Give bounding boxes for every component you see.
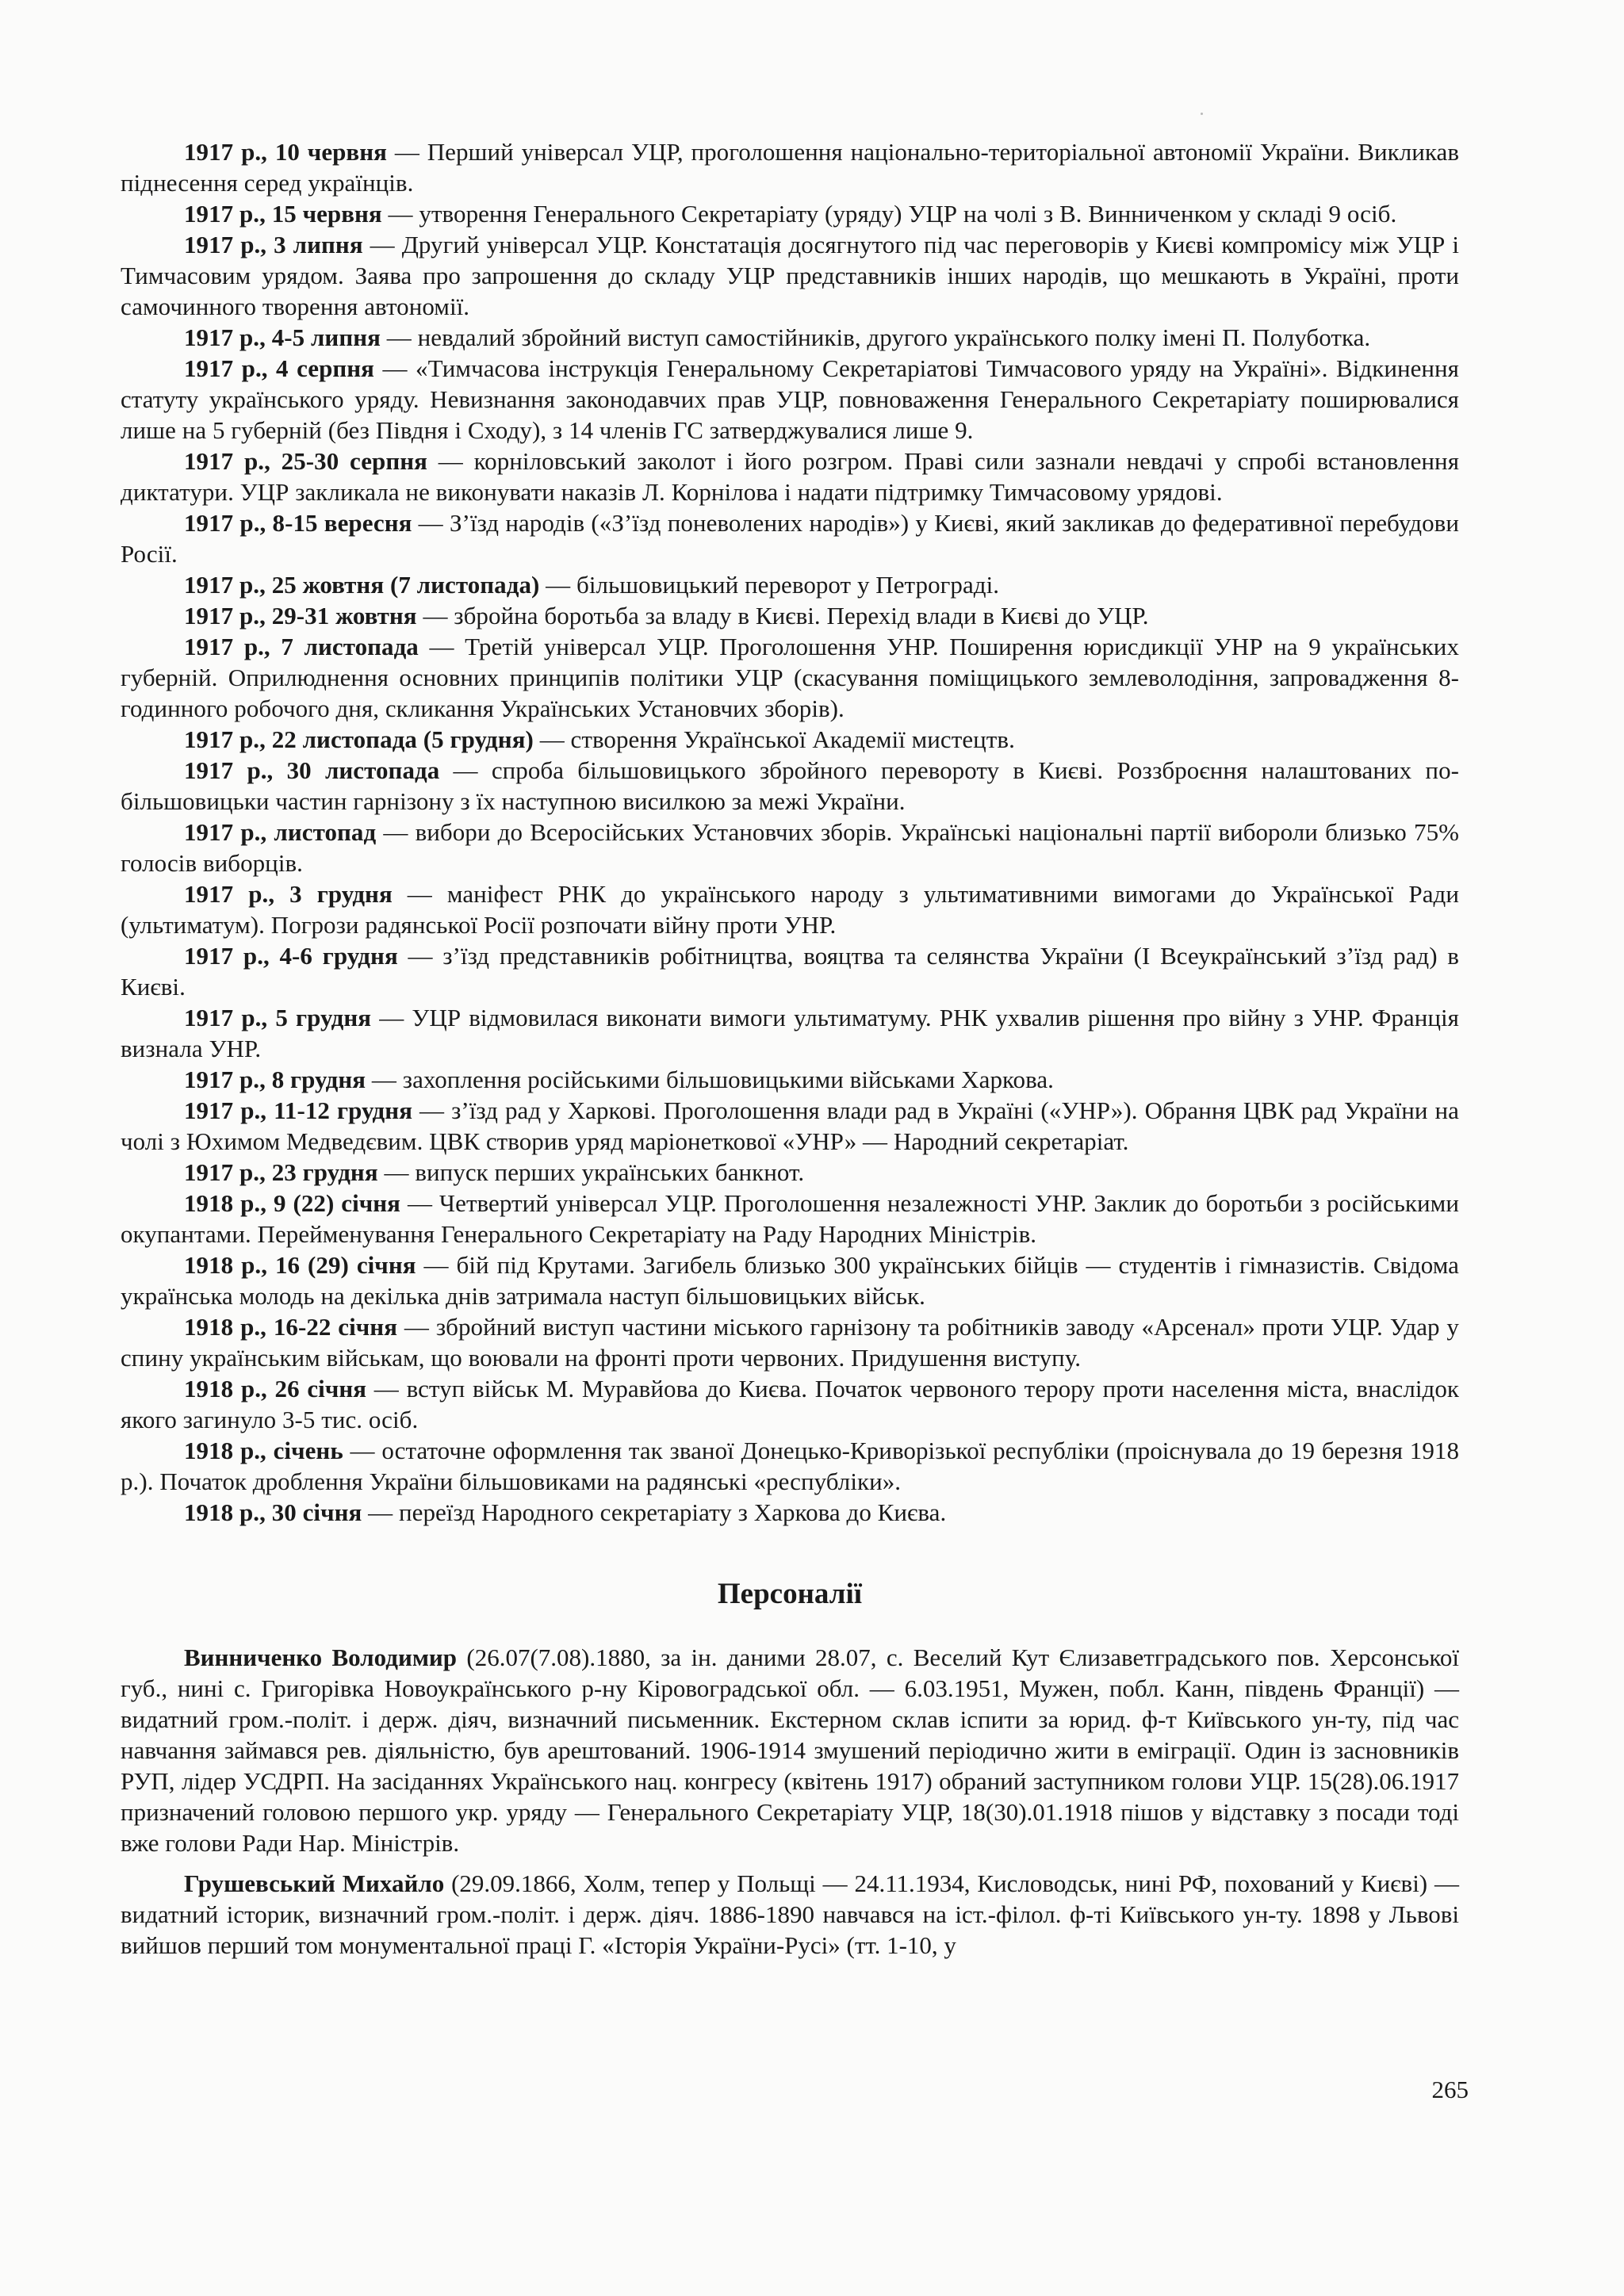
entry-text: — остаточне оформлення так званої Донецько-Криворізької республіки (проіснувала до 19 березня 1918 р.). Початок дроблення України більшовиками на радянські «республіки». (121, 1437, 1459, 1495)
entry-date: 1917 р., 4-5 липня (184, 323, 381, 351)
entry-text: — спроба більшовицького збройного перевороту в Києві. Роззброєння налаштованих по-більшовицьки частин гарнізону з їх наступною висилкою за межі України. (121, 756, 1459, 815)
entry-text: — збройна боротьба за владу в Києві. Перехід влади в Києві до УЦР. (416, 602, 1149, 629)
entry-date: 1917 р., 8-15 вересня (184, 509, 412, 537)
entry-text: — невдалий збройний виступ самостійників, другого українського полку імені П. Полуботка. (380, 323, 1371, 351)
chronology-entry (121, 940, 1459, 1002)
chronology-entry (121, 446, 1459, 507)
entry-date: 1918 р., 9 (22) січня (184, 1189, 400, 1217)
entry-text: — випуск перших українських банкнот. (377, 1158, 805, 1186)
entry-date: 1917 р., 23 грудня (184, 1158, 378, 1186)
chronology-entry (121, 1249, 1459, 1311)
entry-date: 1918 р., 16-22 січня (184, 1313, 398, 1341)
entry-text: — переїзд Народного секретаріату з Харкова до Києва. (362, 1498, 947, 1526)
section-title-personalities: Персоналії (717, 1578, 863, 1610)
entry-date: 1917 р., 25 жовтня (7 листопада) (184, 571, 540, 599)
entry-text: — корніловський заколот і його розгром. Праві сили зазнали невдачі у спробі встановлення диктатури. УЦР закликала не виконувати наказів Л. Корнілова і надати підтримку Тимчасовому урядові. (121, 447, 1459, 506)
chronology-entry (121, 631, 1459, 724)
entry-text: — Третій універсал УЦР. Проголошення УНР. Поширення юрисдикції УНР на 9 українських губерній. Оприлюднення основних принципів політики УЦР (скасування поміщицького землеволодіння, запровадження 8-годинного робочого дня, скликання Українських Установчих зборів). (121, 633, 1459, 722)
chronology-entry (121, 353, 1459, 446)
page-number: 265 (1431, 2076, 1469, 2103)
chronology-entry (121, 1188, 1459, 1249)
entry-date: 1917 р., 4 серпня (184, 354, 375, 382)
person-name: Винниченко Володимир (184, 1644, 458, 1671)
entry-date: 1917 р., 30 листопада (184, 756, 440, 784)
chronology-entry (121, 1435, 1459, 1497)
chronology-entry (121, 1064, 1459, 1095)
entry-text: — більшовицький переворот у Петрограді. (539, 571, 1000, 599)
entry-date: 1917 р., 15 червня (184, 200, 382, 228)
page-content (121, 136, 1459, 1970)
entry-date: 1917 р., 3 липня (184, 231, 363, 258)
entry-date: 1918 р., 30 січня (184, 1498, 362, 1526)
chronology-entry (121, 1002, 1459, 1064)
entry-text: — захоплення російськими більшовицькими військами Харкова. (366, 1066, 1054, 1093)
entry-text: — з’їзд представників робітництва, вояцтва та селянства України (І Всеукраїнський з’їзд рад) в Києві. (121, 942, 1459, 1001)
person-name: Грушевський Михайло (184, 1869, 445, 1897)
entry-date: 1917 р., 4-6 грудня (184, 942, 398, 970)
entry-text: — вступ військ М. Муравйова до Києва. Початок червоного терору проти населення міста, внаслідок якого загинуло 3-5 тис. осіб. (121, 1375, 1459, 1433)
biography-entry (121, 1868, 1459, 1961)
chronology-entry (121, 229, 1459, 322)
entry-date: 1917 р., 22 листопада (5 грудня) (184, 725, 534, 753)
chronology-list (121, 136, 1459, 1528)
entry-text: — бій під Крутами. Загибель близько 300 українських бійців — студентів і гімназистів. Свідома українська молодь на декілька днів затримала наступ більшовицьких військ. (121, 1251, 1459, 1310)
chronology-entry (121, 1095, 1459, 1157)
entry-text: — утворення Генерального Секретаріату (уряду) УЦР на чолі з В. Винниченком у складі 9 осіб. (381, 200, 1397, 228)
entry-date: 1917 р., 29-31 жовтня (184, 602, 417, 629)
entry-date: 1918 р., 26 січня (184, 1375, 367, 1402)
entry-date: 1917 р., 11-12 грудня (184, 1096, 413, 1124)
entry-date: 1918 р., 16 (29) січня (184, 1251, 416, 1279)
entry-date: 1917 р., 8 грудня (184, 1066, 366, 1093)
biography-entry (121, 1642, 1459, 1858)
chronology-entry (121, 1311, 1459, 1373)
chronology-entry (121, 878, 1459, 940)
chronology-entry (121, 600, 1459, 631)
chronology-entry (121, 136, 1459, 198)
chronology-entry (121, 322, 1459, 353)
entry-text: — Перший універсал УЦР, проголошення національно-територіальної автономії України. Викликав піднесення серед українців. (121, 138, 1460, 197)
chronology-entry (121, 507, 1459, 569)
entry-date: 1917 р., 25-30 серпня (184, 447, 427, 475)
chronology-entry (121, 1157, 1459, 1188)
entry-date: 1917 р., 5 грудня (184, 1004, 372, 1031)
chronology-entry (121, 1373, 1459, 1435)
chronology-entry (121, 817, 1459, 878)
entry-text: — Четвертий універсал УЦР. Проголошення незалежності УНР. Заклик до боротьби з російськими окупантами. Перейменування Генерального Секретаріату на Раду Народних Міністрів. (121, 1189, 1459, 1248)
entry-text: — УЦР відмовилася виконати вимоги ультиматуму. РНК ухвалив рішення про війну з УНР. Франція визнала УНР. (121, 1004, 1459, 1062)
entry-text: — з’їзд рад у Харкові. Проголошення влади рад в Україні («УНР»). Обрання ЦВК рад України на чолі з Юхимом Медведєвим. ЦВК створив уряд маріонеткової «УНР» — Народний секретаріат. (121, 1096, 1459, 1155)
entry-date: 1918 р., січень (184, 1437, 343, 1464)
personalities-list (121, 1642, 1459, 1961)
biography-text: (29.09.1866, Холм, тепер у Польщі — 24.11.1934, Кисловодськ, нині РФ, похований у Києві) — видатний історик, визначний гром.-політ. і держ. діяч. 1886-1890 навчався на іст.-філол. ф-ті Київського ун-ту. 1898 у Львові вийшов перший том монументальної праці Г. «Історія України-Русі» (тт. 1-10, у (121, 1869, 1459, 1959)
chronology-entry (121, 198, 1459, 229)
chronology-entry (121, 724, 1459, 755)
entry-text: — Другий універсал УЦР. Констатація досягнутого під час переговорів у Києві компромісу між УЦР і Тимчасовим урядом. Заява про запрошення до складу УЦР представників інших народів, що мешкають в Україні, проти самочинного творення автономії. (121, 231, 1459, 320)
entry-date: 1917 р., 7 листопада (184, 633, 419, 660)
entry-text: — маніфест РНК до українського народу з ультимативними вимогами до Української Ради (ультиматум). Погрози радянської Росії розпочати війну проти УНР. (121, 880, 1459, 939)
chronology-entry (121, 755, 1459, 817)
biography-text: (26.07(7.08).1880, за ін. даними 28.07, с. Веселий Кут Єлизаветградського пов. Херсонської губ., нині с. Григорівка Новоукраїнського р-ну Кіровоградської обл. — 6.03.1951, Мужен, побл. Канн, південь Франції) — видатний гром.-політ. і держ. діяч, визначний письменник. Екстерном склав іспити за юрид. ф-т Київського ун-ту, під час навчання займався рев. діяльністю, був арештований. 1906-1914 змушений періодично жити в еміграції. Один із засновників РУП, лідер УСДРП. На засіданнях Українського нац. конгресу (квітень 1917) обраний заступником голови УЦР. 15(28).06.1917 призначений головою першого укр. уряду — Генерального Секретаріату УЦР, 18(30).01.1918 пішов у відставку з посади тоді вже голови Ради Нар. Міністрів. (121, 1644, 1459, 1857)
entry-date: 1917 р., 3 грудня (184, 880, 393, 908)
entry-text: — З’їзд народів («З’їзд поневолених народів») у Києві, який закликав до федеративної перебудови Росії. (121, 509, 1459, 568)
chronology-entry (121, 569, 1459, 600)
entry-text: — збройний виступ частини міського гарнізону та робітників заводу «Арсенал» проти УЦР. Удар у спину українським військам, що воювали на фронті проти червоних. Придушення виступу. (121, 1313, 1459, 1372)
entry-date: 1917 р., листопад (184, 818, 377, 846)
entry-date: 1917 р., 10 червня (184, 138, 387, 166)
entry-text: — створення Української Академії мистецтв. (533, 725, 1015, 753)
scan-speck (1201, 113, 1203, 115)
chronology-entry (121, 1497, 1459, 1528)
entry-text: — вибори до Всеросійських Установчих зборів. Українські національні партії вибороли близько 75% голосів виборців. (121, 818, 1459, 877)
entry-text: — «Тимчасова інструкція Генеральному Секретаріатові Тимчасового уряду на Україні». Відкинення статуту українського уряду. Невизнання законодавчих прав УЦР, повноваження Генерального Секретаріату поширювалися лише на 5 губерній (без Півдня і Сходу), з 14 членів ГС затверджувалися лише 9. (121, 354, 1459, 444)
